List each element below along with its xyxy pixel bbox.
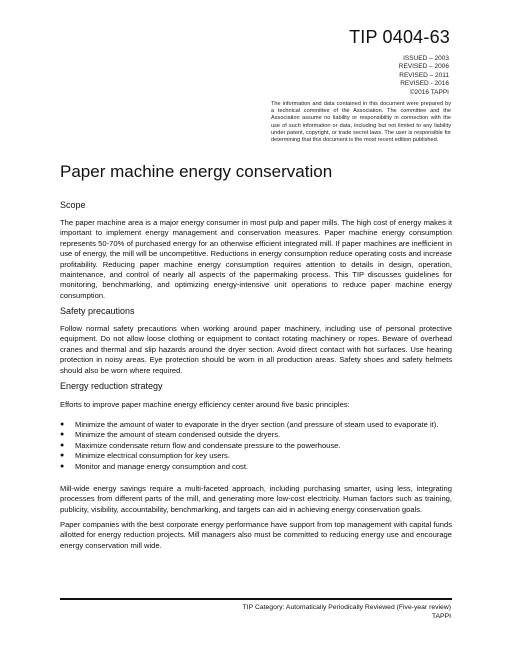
- bullet-text: Maximize condensate return flow and condensate pressure to the powerhouse.: [75, 440, 341, 450]
- footer-rule: [60, 598, 452, 600]
- list-item: [60, 451, 452, 461]
- list-item: [60, 462, 452, 472]
- document-title: Paper machine energy conservation: [60, 162, 333, 181]
- bullet-text: Minimize electrical consumption for key users.: [75, 451, 230, 461]
- bullet-icon: ●: [60, 421, 65, 428]
- history-revised-2006: REVISED – 2006: [398, 63, 449, 71]
- footer-category: TIP Category: Automatically Periodically Reviewed (Five-year review): [242, 604, 451, 611]
- scope-paragraph: The paper machine area is a major energy consumer in most pulp and paper mills. The high cost of energy makes it important to implement energy management and conservation measures. Paper machine energy consumption represents 50-70% of purchased energy for an otherwise efficient integrated mill. If paper machines are inefficient in use of energy, the mill will be uncompetitive. Reductions in energy consumption reduce operating costs and increase profitability. Reducing paper machine energy consumption requires attention to details in design, operation, maintenance, and control of nearly all aspects of the papermaking process. This TIP discusses guidelines for monitoring, benchmarking, and optimizing energy-intensive unit operations to reduce paper machine energy consumption.: [60, 218, 452, 300]
- bullet-icon: ●: [60, 452, 65, 460]
- strategy-heading: Energy reduction strategy: [60, 381, 163, 391]
- bullet-text: Minimize the amount of steam condensed outside the dryers.: [75, 430, 281, 440]
- revision-history: [399, 55, 449, 97]
- list-item: [60, 420, 452, 430]
- bullet-icon: ●: [60, 441, 65, 449]
- energy-savings-paragraph: Mill-wide energy savings require a multi-faceted approach, including purchasing smarter, using less, integrating processes from different parts of the mill, and generating more low-cost electricity. Human factors such as training, publicity, visibility, accountability, benchmarking, and targets can aid in achieving energy conservation goals.: [60, 484, 452, 514]
- strategy-intro: Efforts to improve paper machine energy efficiency center around five basic principles:: [60, 400, 350, 409]
- bullet-text: Monitor and manage energy consumption and cost.: [75, 461, 249, 471]
- history-revised-2011: REVISED – 2011: [399, 71, 449, 79]
- disclaimer: The information and data contained in this document were prepared by a technical committee of the Association. The committee and the Association assume no liability or responsibility in connection with the use of such information or data, including but not limited to any liability under patent, copyright, or trade secret laws. The user is responsible for determining that this document is the most recent edition published.: [271, 101, 451, 144]
- history-issued: ISSUED – 2003: [403, 55, 449, 62]
- scope-heading: Scope: [60, 200, 86, 210]
- tip-number: TIP 0404-63: [349, 27, 450, 47]
- safety-heading: Safety precautions: [60, 306, 135, 316]
- history-copyright: ©2016 TAPPI: [409, 88, 449, 96]
- bullet-text: Minimize the amount of water to evaporate in the dryer section (and pressure of steam used to evaporate it).: [75, 420, 439, 429]
- footer-org: TAPPI: [431, 613, 451, 620]
- history-revised-2016: REVISED - 2016: [400, 80, 449, 88]
- safety-paragraph: Follow normal safety precautions when working around paper machinery, including use of personal protective equipment. Do not allow loose clothing or equipment to contact rotating machinery or ropes. Beware of overhead cranes and thermal and slip hazards around the dryer section. Avoid direct contact with hot surfaces. Use hearing protection in noisy areas. Eye protection should be worn in all production areas. Safety shoes and safety helmets should also be worn where required.: [60, 324, 452, 375]
- corporate-performance-paragraph: Paper companies with the best corporate energy performance have support from top management with capital funds allotted for energy reduction projects. Mill managers also must be committed to reducing energy use and encourage energy conservation mill wide.: [60, 520, 452, 550]
- principles-list: [60, 420, 452, 472]
- list-item: [60, 441, 452, 451]
- bullet-icon: ●: [60, 431, 65, 439]
- list-item: [60, 430, 452, 440]
- bullet-icon: ●: [60, 462, 65, 470]
